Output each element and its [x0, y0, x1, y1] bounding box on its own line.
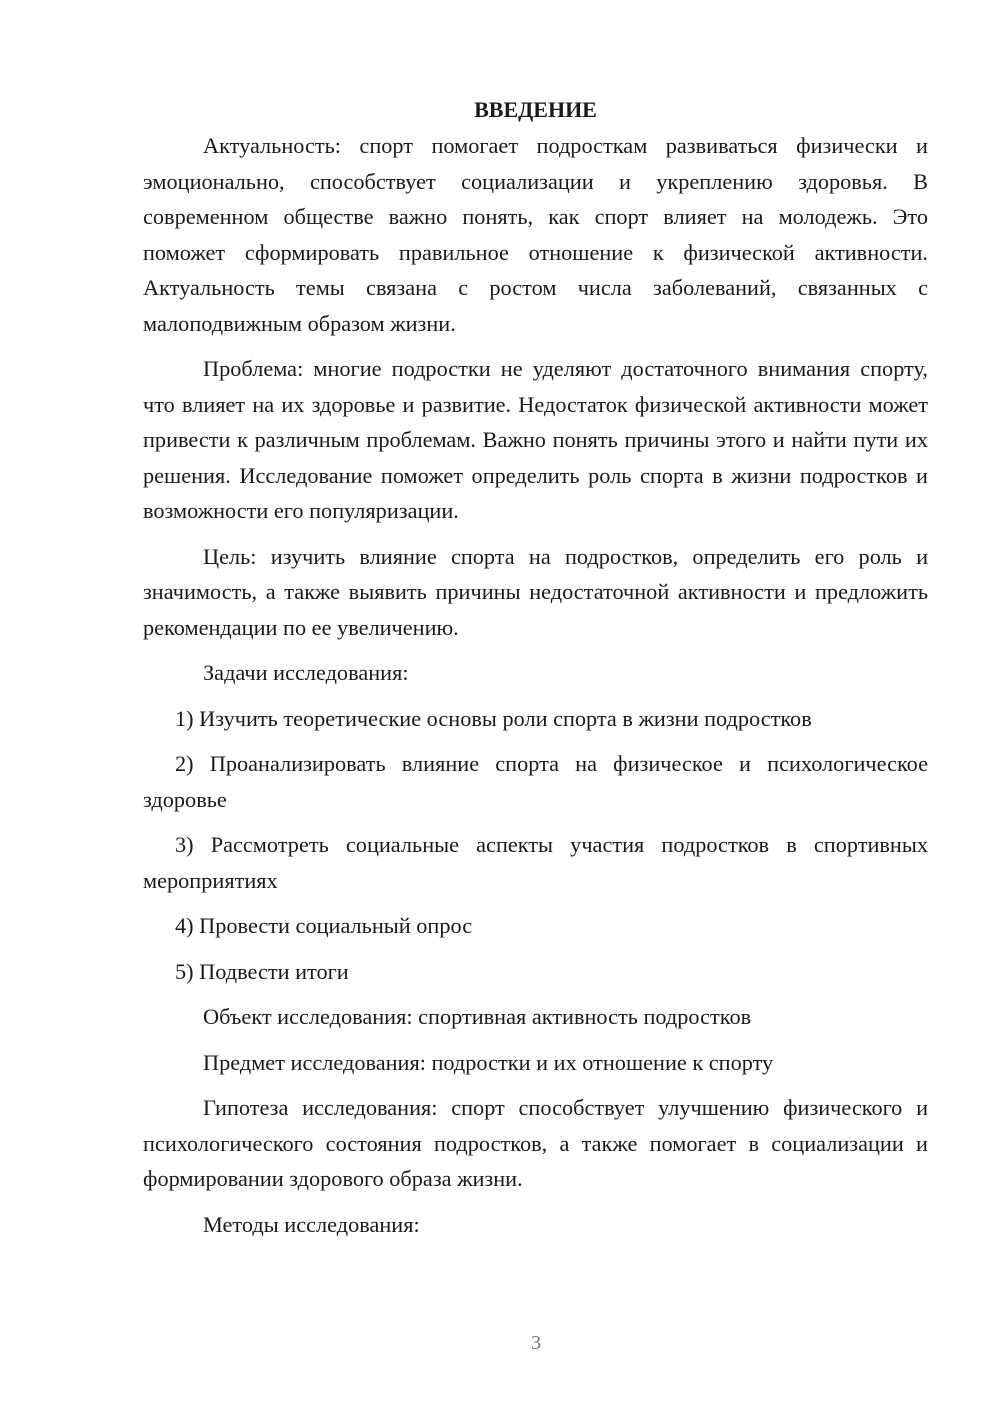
task-item-4: 4) Провести социальный опрос — [175, 913, 473, 938]
task-item-3: 3) Рассмотреть социальные аспекты участия подростков в спортивных мероприятиях — [143, 832, 928, 893]
relevance-paragraph: Актуальность: спорт помогает подросткам развиваться физически и эмоционально, способствует социализации и укреплению здоровья. В современном обществе важно понять, как спорт влияет на молодежь. Это поможет сформировать правильное отношение к физической активности. Актуальность темы связана с ростом числа заболеваний, связанных с малоподвижным образом жизни. — [143, 133, 928, 336]
task-item-1: 1) Изучить теоретические основы роли спорта в жизни подростков — [175, 705, 812, 731]
tasks-heading: Задачи исследования: — [203, 660, 409, 685]
task-item-2: 2) Проанализировать влияние спорта на физическое и психологическое здоровье — [143, 751, 928, 812]
document-page — [143, 92, 928, 1242]
section-title: ВВЕДЕНИЕ — [474, 97, 597, 122]
research-subject: Предмет исследования: подростки и их отношение к спорту — [203, 1049, 774, 1075]
research-object: Объект исследования: спортивная активность подростков — [203, 1004, 752, 1029]
research-hypothesis: Гипотеза исследования: спорт способствует улучшению физического и психологического состояния подростков, а также помогает в социализации и формировании здорового образа жизни. — [143, 1095, 928, 1191]
problem-paragraph: Проблема: многие подростки не уделяют достаточного внимания спорту, что влияет на их здоровье и развитие. Недостаток физической активности может привести к различным проблемам. Важно понять причины этого и найти пути их решения. Исследование поможет определить роль спорта в жизни подростков и возможности его популяризации. — [143, 356, 928, 523]
task-item-5: 5) Подвести итоги — [175, 958, 349, 984]
goal-paragraph: Цель: изучить влияние спорта на подростков, определить его роль и значимость, а также выявить причины недостаточной активности и предложить рекомендации по ее увеличению. — [143, 543, 928, 640]
research-methods: Методы исследования: — [203, 1211, 420, 1237]
page-number: 3 — [531, 1332, 541, 1354]
